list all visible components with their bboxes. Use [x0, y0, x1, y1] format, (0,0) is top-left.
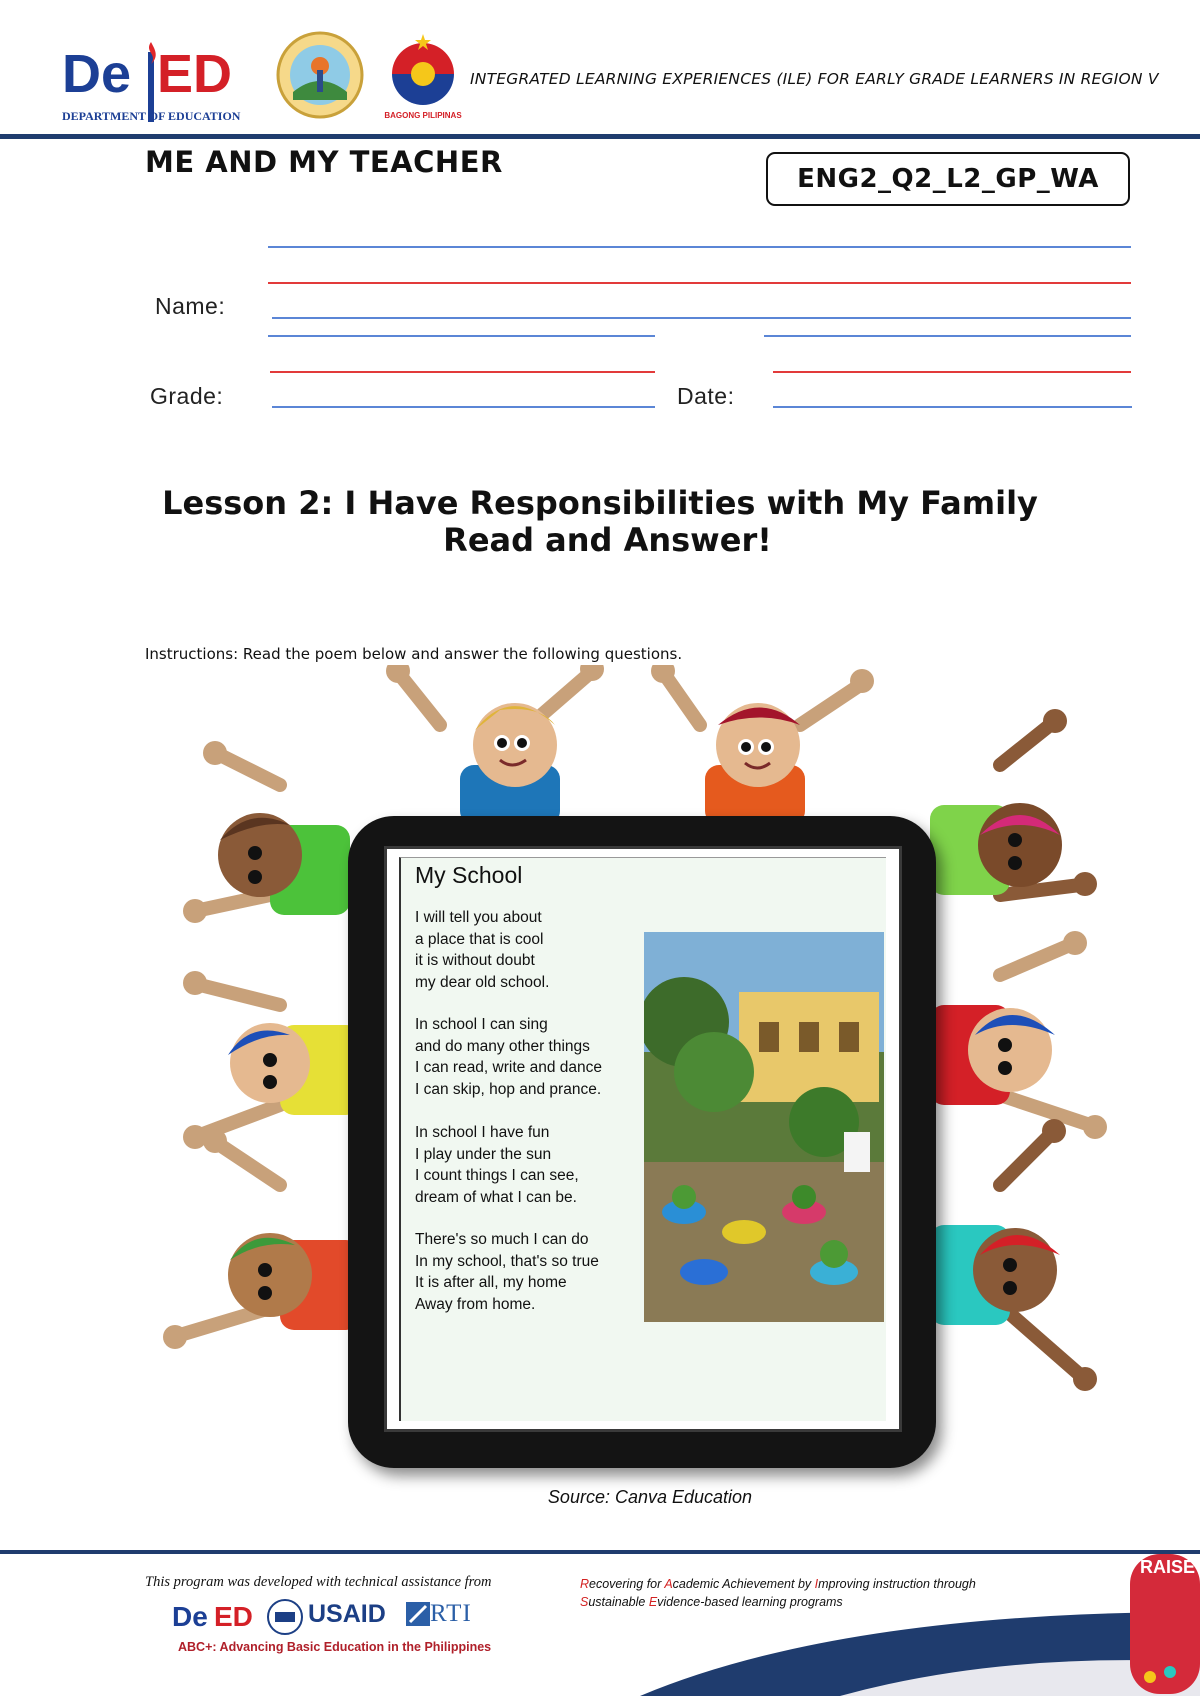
poem-line: There's so much I can do: [415, 1231, 589, 1248]
svg-text:De: De: [62, 44, 132, 104]
poem-line: It is after all, my home: [415, 1274, 567, 1291]
poem-line: In school I have fun: [415, 1124, 550, 1141]
poem-line: In school I can sing: [415, 1016, 548, 1033]
name-line-bottom-right: [764, 335, 1131, 337]
svg-text:DEPARTMENT OF EDUCATION: DEPARTMENT OF EDUCATION: [62, 109, 241, 123]
tagline-cap: I: [814, 1577, 819, 1591]
rti-mark-icon: [406, 1602, 430, 1626]
abc-plus-tagline: ABC+: Advancing Basic Education in the Philippines: [178, 1640, 492, 1654]
poem-line: I can skip, hop and prance.: [415, 1081, 602, 1098]
raise-corner-graphic: [640, 1552, 1200, 1696]
svg-text:De: De: [172, 1601, 208, 1632]
footer-credit-text: This program was developed with technical assistance from: [145, 1574, 492, 1590]
name-line-mid: [272, 317, 1131, 319]
tagline-text: vidence-based learning programs: [657, 1595, 843, 1609]
poem-line: I can read, write and dance: [415, 1059, 602, 1076]
school-photo-image: [644, 932, 884, 1322]
kid-top-left-icon: [386, 665, 604, 825]
lesson-title: Lesson 2: I Have Responsibilities with My Family: [162, 484, 1038, 522]
usaid-seal-icon: [266, 1598, 304, 1636]
kid-left-2-icon: [183, 971, 360, 1149]
tagline-text: mproving instruction through: [818, 1577, 976, 1591]
poem-line: I will tell you about: [415, 909, 542, 926]
poem-line: In my school, that's so true: [415, 1253, 599, 1270]
bagong-pilipinas-seal-icon: [378, 30, 468, 122]
grade-label: Grade:: [150, 383, 224, 409]
name-line-bottom-left: [268, 335, 655, 337]
kid-right-2-icon: [930, 931, 1107, 1139]
grade-line-red: [270, 371, 655, 373]
tagline-cap: A: [664, 1577, 673, 1591]
document-code: ENG2_Q2_L2_GP_WA: [797, 164, 1099, 194]
kid-right-1-icon: [930, 709, 1097, 896]
tagline-text: ustainable: [588, 1595, 649, 1609]
poem-line: Away from home.: [415, 1296, 536, 1313]
svg-text:ED: ED: [157, 44, 233, 104]
date-answer-line[interactable]: [773, 406, 1132, 408]
poem-title: My School: [415, 862, 523, 888]
poem-line: I count things I can see,: [415, 1167, 579, 1184]
raise-logo-text: RAISE: [1140, 1557, 1196, 1577]
name-line-top: [268, 246, 1131, 248]
svg-text:BAGONG PILIPINAS: BAGONG PILIPINAS: [384, 111, 462, 120]
tagline-text: ecovering for: [589, 1577, 665, 1591]
deped-logo: [62, 40, 267, 128]
instructions-text: Instructions: Read the poem below and answer the following questions.: [145, 645, 683, 663]
lesson-subtitle: Read and Answer!: [443, 521, 772, 559]
tagline-cap: R: [580, 1577, 590, 1591]
poem-line: and do many other things: [415, 1038, 590, 1055]
poem-line: it is without doubt: [415, 952, 535, 969]
grade-answer-line[interactable]: [272, 406, 655, 408]
document-title: ME AND MY TEACHER: [145, 145, 503, 179]
usaid-logo-text: USAID: [308, 1600, 386, 1628]
poem-line: dream of what I can be.: [415, 1189, 577, 1206]
kid-right-3-icon: [930, 1119, 1097, 1391]
name-line-red: [268, 282, 1131, 284]
poem-line: a place that is cool: [415, 931, 544, 948]
footer-deped-logo: [172, 1598, 262, 1638]
date-line-red: [773, 371, 1131, 373]
rti-logo-text: RTI: [430, 1600, 472, 1627]
image-source-caption: Source: Canva Education: [547, 1487, 753, 1507]
header-rule: [0, 134, 1200, 139]
tagline-text: cademic Achievement by: [672, 1577, 815, 1591]
poem-line: I play under the sun: [415, 1146, 552, 1163]
kid-left-3-icon: [163, 1129, 360, 1349]
kagawaran-seal-icon: [275, 30, 365, 120]
date-label: Date:: [677, 383, 735, 409]
document-code-box: [766, 152, 1130, 206]
kid-top-right-icon: [651, 665, 874, 825]
poem-line: my dear old school.: [415, 974, 550, 991]
svg-text:ED: ED: [214, 1601, 253, 1632]
program-header-text: INTEGRATED LEARNING EXPERIENCES (ILE) FOR EARLY GRADE LEARNERS IN REGION V: [470, 70, 1159, 88]
kid-left-1-icon: [183, 741, 350, 923]
tagline-cap: E: [648, 1595, 658, 1609]
tagline-cap: S: [580, 1595, 589, 1609]
name-label: Name:: [155, 293, 226, 319]
